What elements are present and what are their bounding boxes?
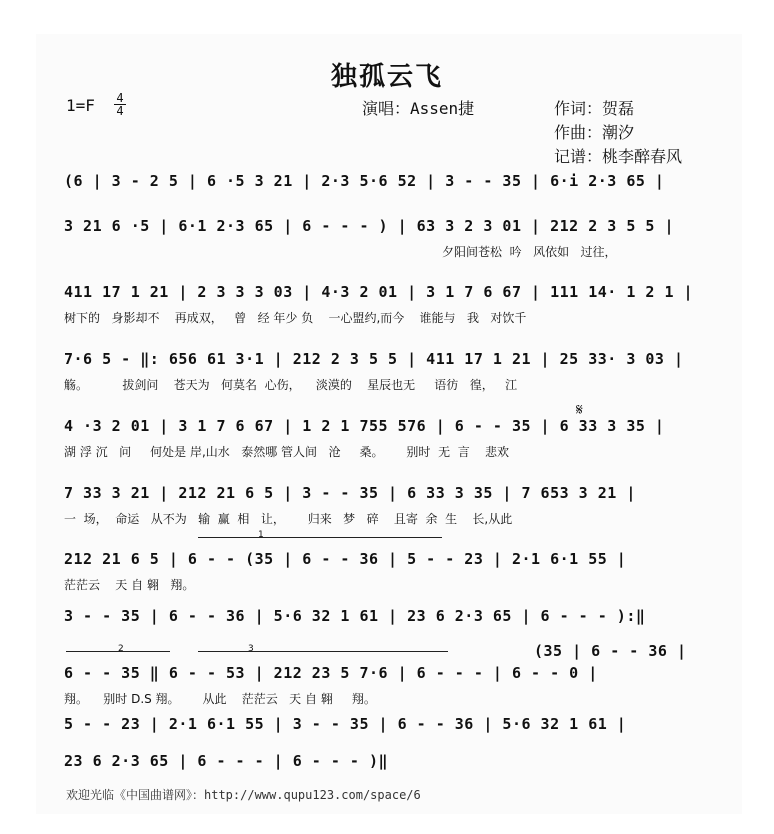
notes-row: 6 - - 35 ‖ 6 - - 53 | 212 23 5 7·6 | 6 - - - | 6 - - 0 | [64, 664, 598, 682]
volta-bracket-3 [198, 651, 448, 652]
notes-row: 7 33 3 21 | 212 21 6 5 | 3 - - 35 | 6 33 3 35 | 7 653 3 21 | [64, 484, 636, 502]
time-sig-top: 4 [116, 91, 124, 105]
notes-row: 4 ·3 2 01 | 3 1 7 6 67 | 1 2 1 755 576 | 6 - - 35 | 6 33 3 35 | [64, 417, 665, 435]
lyric-row: 湖 浮 沉 问 何处是 岸,山水 泰然哪 管人间 沧 桑。 别时 无 言 悲欢 [64, 445, 509, 459]
lyric-row: 翔。 别时 D.S 翔。 从此 茫茫云 天 自 翱 翔。 [64, 692, 376, 706]
key-signature: 1=F [66, 96, 95, 115]
notes-row: 411 17 1 21 | 2 3 3 3 03 | 4·3 2 01 | 3 1 7 6 67 | 111 14· 1 2 1 | [64, 283, 694, 301]
segno-icon: 𝄋 [576, 400, 583, 419]
notes-row: 7·6 5 - ‖: 656 61 3·1 | 212 2 3 5 5 | 411 17 1 21 | 25 33· 3 03 | [64, 350, 684, 368]
lyric-row: 树下的 身影却不 再成双， 曾 经 年少 负 一心盟约,而今 谁能与 我 对饮千 [64, 311, 527, 325]
volta-number-1: 1 [258, 530, 264, 540]
lyric-row: 觞。 拔剑问 苍天为 何莫名 心伤， 淡漠的 星辰也无 语彷 徨， 江 [64, 378, 518, 392]
notes-row: 23 6 2·3 65 | 6 - - - | 6 - - - )‖ [64, 752, 389, 770]
performer-credit: 演唱：Assen捷 [362, 99, 475, 118]
notes-row: 3 - - 35 | 6 - - 36 | 5·6 32 1 61 | 23 6 2·3 65 | 6 - - - ):‖ [64, 607, 646, 625]
notes-row: 3 21 6 ·5 | 6·1 2·3 65 | 6 - - - ) | 63 3 2 3 01 | 212 2 3 5 5 | [64, 217, 674, 235]
time-sig-bottom: 4 [114, 104, 126, 117]
time-signature [114, 92, 126, 117]
song-title: 独孤云飞 [330, 62, 443, 92]
lyric-row: 一 场， 命运 从不为 输 赢 相 让， 归来 梦 碎 且寄 余 生 长,从此 [64, 512, 513, 526]
lyric-row: 夕阳间苍松 吟 风依如 过往， [442, 245, 617, 259]
transcriber-credit: 记谱：桃李醉春风 [554, 147, 683, 166]
notes-row: 5 - - 23 | 2·1 6·1 55 | 3 - - 35 | 6 - - 36 | 5·6 32 1 61 | [64, 715, 627, 733]
notes-row: 212 21 6 5 | 6 - - (35 | 6 - - 36 | 5 - - 23 | 2·1 6·1 55 | [64, 550, 627, 568]
alternate-ending-line: (35 | 6 - - 36 | [534, 642, 687, 660]
notes-row: (6 | 3 - 2 5 | 6 ·5 3 21 | 2·3 5·6 52 | 3 - - 35 | 6·i 2·3 65 | [64, 172, 665, 190]
volta-bracket-1 [198, 537, 442, 538]
lyricist-credit: 作词：贺磊 [554, 99, 635, 118]
composer-credit: 作曲：潮汐 [554, 123, 635, 142]
volta-number-3: 3 [248, 644, 254, 654]
lyric-row: 茫茫云 天 自 翱 翔。 [64, 578, 195, 592]
site-footer: 欢迎光临《中国曲谱网》：http://www.qupu123.com/space/6 [66, 788, 421, 802]
volta-number-2: 2 [118, 644, 124, 654]
